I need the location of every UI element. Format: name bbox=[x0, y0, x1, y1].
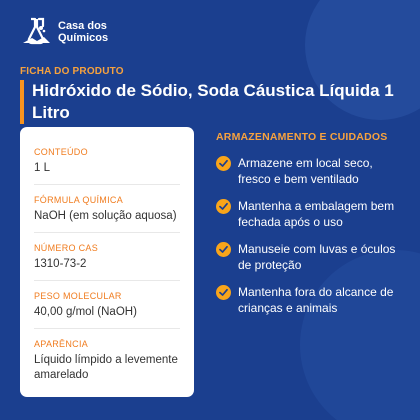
spec-label: FÓRMULA QUÍMICA bbox=[34, 195, 124, 205]
check-circle-icon bbox=[216, 199, 231, 214]
spec-value: Líquido límpido a levemente amarelado bbox=[34, 354, 178, 381]
storage-heading: ARMAZENAMENTO E CUIDADOS bbox=[216, 131, 388, 143]
spec-value: 40,00 g/mol (NaOH) bbox=[34, 306, 137, 318]
product-title: Hidróxido de Sódio, Soda Cáustica Líquida 1 Litro bbox=[32, 81, 394, 122]
list-item bbox=[216, 198, 406, 230]
brand-name-line2: Químicos bbox=[58, 32, 109, 44]
title-accent-bar bbox=[20, 80, 24, 124]
product-title-block bbox=[20, 80, 395, 124]
list-item bbox=[216, 241, 406, 273]
spec-item bbox=[34, 291, 180, 329]
spec-label: APARÊNCIA bbox=[34, 339, 89, 349]
check-circle-icon bbox=[216, 285, 231, 300]
spec-label: CONTEÚDO bbox=[34, 147, 88, 157]
flask-logo-icon bbox=[20, 16, 52, 48]
spec-value: 1310-73-2 bbox=[34, 258, 87, 270]
spec-item bbox=[34, 243, 180, 281]
section-eyebrow: FICHA DO PRODUTO bbox=[20, 66, 124, 77]
list-item bbox=[216, 155, 406, 187]
spec-item bbox=[34, 339, 180, 391]
list-item-text: Armazene em local seco, fresco e bem ventilado bbox=[238, 156, 373, 186]
brand-name-line1: Casa dos bbox=[58, 20, 107, 32]
brand-name bbox=[58, 20, 108, 44]
spec-value: 1 L bbox=[34, 162, 50, 174]
list-item-text: Mantenha fora do alcance de crianças e animais bbox=[238, 285, 394, 315]
storage-section bbox=[216, 131, 406, 327]
spec-card bbox=[20, 127, 194, 397]
check-circle-icon bbox=[216, 156, 231, 171]
check-circle-icon bbox=[216, 242, 231, 257]
spec-value: NaOH (em solução aquosa) bbox=[34, 210, 177, 222]
list-item bbox=[216, 284, 406, 316]
brand-logo bbox=[20, 16, 108, 48]
spec-label: NÚMERO CAS bbox=[34, 243, 99, 253]
spec-item bbox=[34, 195, 180, 233]
list-item-text: Mantenha a embalagem bem fechada após o uso bbox=[238, 199, 395, 229]
list-item-text: Manuseie com luvas e óculos de proteção bbox=[238, 242, 396, 272]
spec-label: PESO MOLECULAR bbox=[34, 291, 122, 301]
spec-item bbox=[34, 147, 180, 185]
